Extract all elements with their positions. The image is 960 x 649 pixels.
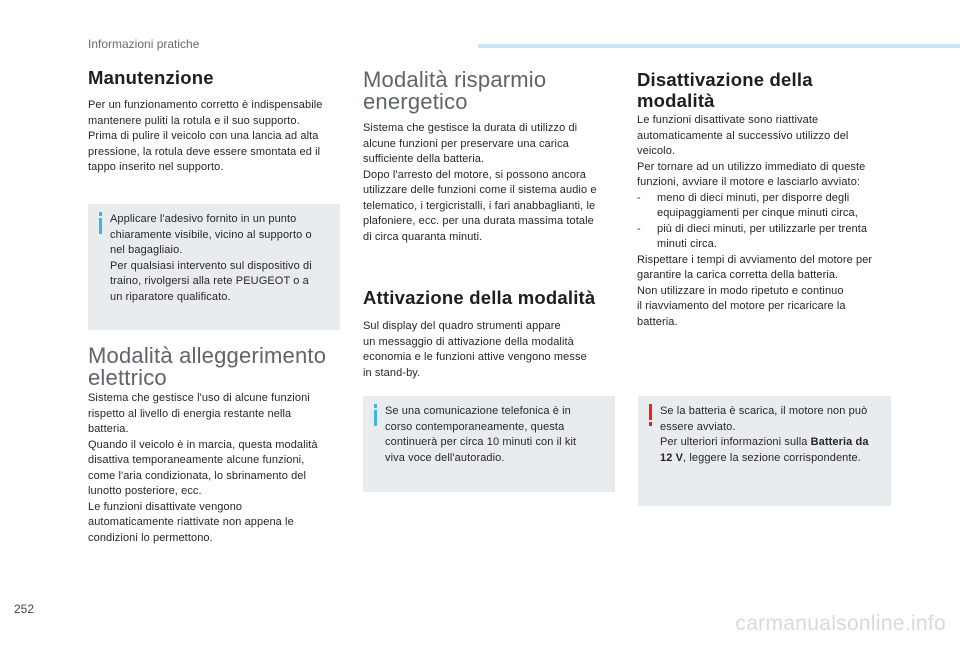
- list-dash: -: [637, 191, 641, 204]
- maintenance-text: Per un funzionamento corretto è indispensabile mantenere puliti la rotula e il suo supporto. Prima di pulire il veicolo con una lancia ad alta pressione, la rotula deve essere smontata ed il tappo inserito nel supporto.: [88, 99, 323, 173]
- watermark: carmanualsonline.info: [735, 612, 946, 635]
- list-item: [637, 222, 895, 253]
- list-dash: -: [637, 222, 641, 235]
- page-number: 252: [14, 602, 35, 616]
- list-item: [637, 191, 895, 222]
- info-icon: [96, 212, 104, 238]
- deactivation-intro: Le funzioni disattivate sono riattivate automaticamente al successivo utilizzo del veicolo. Per tornare ad un utilizzo immediato di queste funzioni, avviare il motore e lasciarlo avviato:: [637, 114, 866, 188]
- column-3: [637, 69, 895, 330]
- column-2: [363, 69, 623, 381]
- battery-reference: Batteria da 12 V: [660, 436, 869, 464]
- energy-saving-title: Modalità risparmio energetico: [363, 67, 547, 114]
- list-item-text: più di dieci minuti, per utilizzarle per trenta minuti circa.: [657, 222, 868, 250]
- load-shedding-text: Sistema che gestisce l'uso di alcune funzioni rispetto al livello di energia restante nella batteria. Quando il veicolo è in marcia, questa modalità disattiva temporaneamente alcune funzioni, come l'aria condizionata, lo sbrinamento del lunotto posteriore, ecc. Le funzioni disattivate vengono automaticamente riattivate non appena le condizioni lo permettono.: [88, 392, 318, 544]
- note-text: Se una comunicazione telefonica è in corso contemporaneamente, questa continuerà per circa 10 minuti con il kit viva voce dell'autoradio.: [385, 405, 577, 464]
- section-header: Informazioni pratiche: [88, 37, 200, 51]
- note-text: Applicare l'adesivo fornito in un punto chiaramente visibile, vicino al supporto o nel bagagliaio. Per qualsiasi intervento sul dispositivo di traino, rivolgersi alla rete PEUGEOT o a un riparatore qualificato.: [110, 213, 312, 303]
- column-1: [88, 67, 348, 176]
- column-1-lower: [88, 345, 348, 546]
- list-item-text: meno di dieci minuti, per disporre degli equipaggiamenti per cinque minuti circa,: [657, 191, 858, 219]
- maintenance-title: Manutenzione: [88, 67, 214, 88]
- header-accent-bar: [478, 44, 960, 48]
- info-note-towing: [88, 204, 340, 330]
- info-icon: [371, 404, 379, 430]
- info-note-phone: [363, 396, 615, 492]
- energy-saving-text: Sistema che gestisce la durata di utilizzo di alcune funzioni per preservare una carica sufficiente della batteria. Dopo l'arresto del motore, si possono ancora utilizzare delle funzioni come il sistema audio e telematico, i tergicristalli, i fari anabbaglianti, le plafoniere, ecc. per una durata massima totale di circa quaranta minuti.: [363, 122, 597, 243]
- warning-text-start: Se la batteria è scarica, il motore non può essere avviato. Per ulteriori informazioni sulla: [660, 405, 868, 448]
- warning-icon: [646, 404, 654, 430]
- load-shedding-title: Modalità alleggerimento elettrico: [88, 343, 327, 390]
- deactivation-outro: Rispettare i tempi di avviamento del motore per garantire la carica corretta della batteria. Non utilizzare in modo ripetuto e continuo il riavviamento del motore per ricaricare la batteria.: [637, 253, 873, 328]
- activation-title: Attivazione della modalità: [363, 287, 596, 308]
- activation-text: Sul display del quadro strumenti appare un messaggio di attivazione della modalità economia e le funzioni attive vengono messe in stand-by.: [363, 320, 587, 379]
- deactivation-title: Disattivazione della modalità: [637, 69, 813, 111]
- warning-text: [660, 404, 881, 466]
- warning-note-battery: [638, 396, 891, 506]
- warning-text-end: , leggere la sezione corrispondente.: [683, 451, 861, 464]
